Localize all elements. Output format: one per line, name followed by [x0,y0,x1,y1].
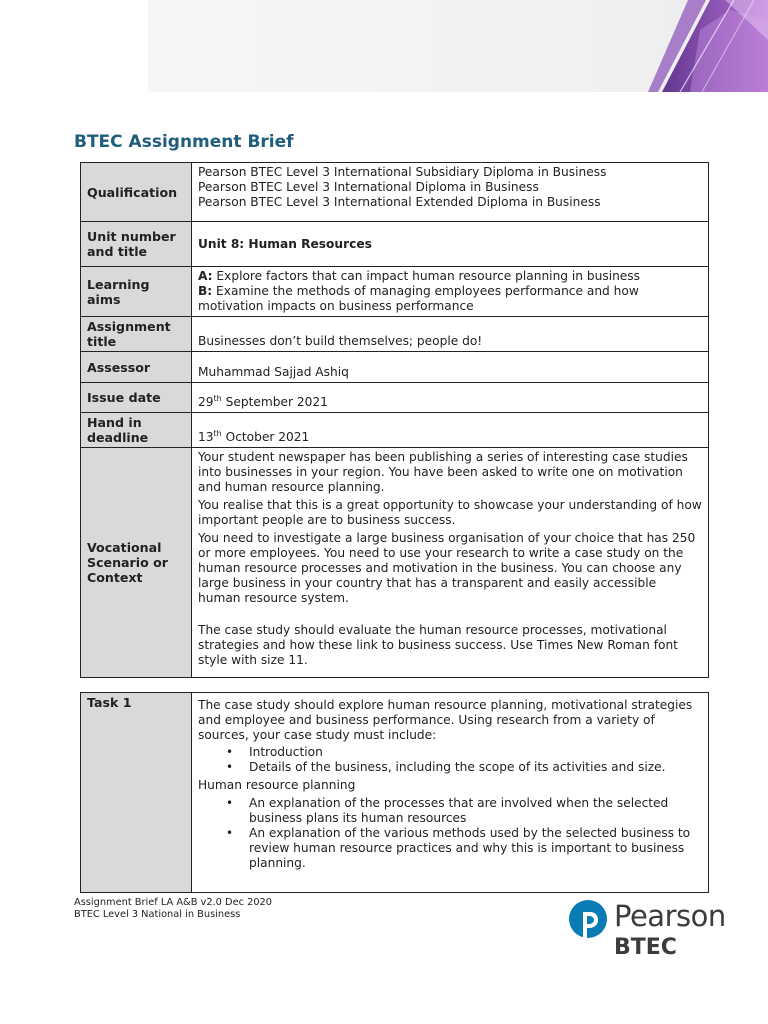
aim-b-text: Examine the methods of managing employees performance and how motivation impacts on business performance [198,284,639,313]
task1-text [192,693,709,893]
assignment-title-value: Businesses don’t build themselves; people do! [192,317,709,352]
task1-list-a [198,745,702,775]
assessor-value: Muhammad Sajjad Ashiq [192,352,709,383]
footer [74,897,272,921]
deadline-label: Hand in deadline [81,413,192,448]
aim-b-key: B: [198,284,213,298]
deadline-value: 13th October 2021 [192,413,709,448]
scenario-paragraph: The case study should evaluate the human resource processes, motivational strategies and how these link to business success. Use Times New Roman font style with size 11. [198,623,678,667]
qualification-label: Qualification [81,163,192,222]
task1-list-b [198,796,702,871]
page-title: BTEC Assignment Brief [74,132,294,152]
scenario-table [80,447,709,678]
task1-table [80,692,709,893]
aim-a-text: Explore factors that can impact human resource planning in business [212,269,641,283]
unit-value: Unit 8: Human Resources [192,222,709,267]
list-item: • An explanation of the processes that are involved when the selected business plans its human resources [198,796,702,826]
logo-subtitle: BTEC [614,935,677,960]
scenario-paragraph: Your student newspaper has been publishing a series of interesting case studies into businesses in your region. You have been asked to write one on motivation and human resource planning. [198,450,688,494]
aim-a-key: A: [198,269,213,283]
scenario-label: Vocational Scenario or Context [81,448,192,678]
learning-aims-value [192,267,709,317]
list-item: • An explanation of the various methods used by the selected business to review human resource practices and why this is important to business planning. [198,826,702,871]
scenario-text [192,448,709,678]
list-item: • Details of the business, including the scope of its activities and size. [198,760,702,775]
list-item: • Introduction [198,745,702,760]
assignment-title-label: Assignment title [81,317,192,352]
header-graphic [630,0,768,92]
learning-aims-label: Learning aims [81,267,192,317]
footer-line: Assignment Brief LA A&B v2.0 Dec 2020 [74,897,273,908]
details-table [80,162,709,448]
scenario-paragraph: You realise that this is a great opportunity to showcase your understanding of how important people are to business success. [198,498,702,527]
logo-wordmark: Pearson [614,899,726,933]
unit-label: Unit number and title [81,222,192,267]
scenario-paragraph: You need to investigate a large business organisation of your choice that has 250 or more employees. You need to use your research to write a case study on the human resource processes and motivation in the business. You can choose any large business in your country that has a transparent and easily accessible human resource system. [198,531,696,605]
assessor-label: Assessor [81,352,192,383]
footer-line: BTEC Level 3 National in Business [74,909,241,920]
task1-intro: The case study should explore human resource planning, motivational strategies and employee and business performance. Using research from a variety of sources, your case study must include: [198,698,693,742]
task1-subheading: Human resource planning [198,778,356,792]
issue-date-label: Issue date [81,383,192,413]
qualification-value: Pearson BTEC Level 3 International Subsidiary Diploma in Business Pearson BTEC Level 3 International Diploma in Business Pearson BTEC Level 3 International Extended Diploma in Business [192,163,709,222]
pearson-mark-icon [568,899,608,951]
pearson-logo [566,895,726,967]
issue-date-value: 29th September 2021 [192,383,709,413]
task1-label: Task 1 [81,693,192,893]
